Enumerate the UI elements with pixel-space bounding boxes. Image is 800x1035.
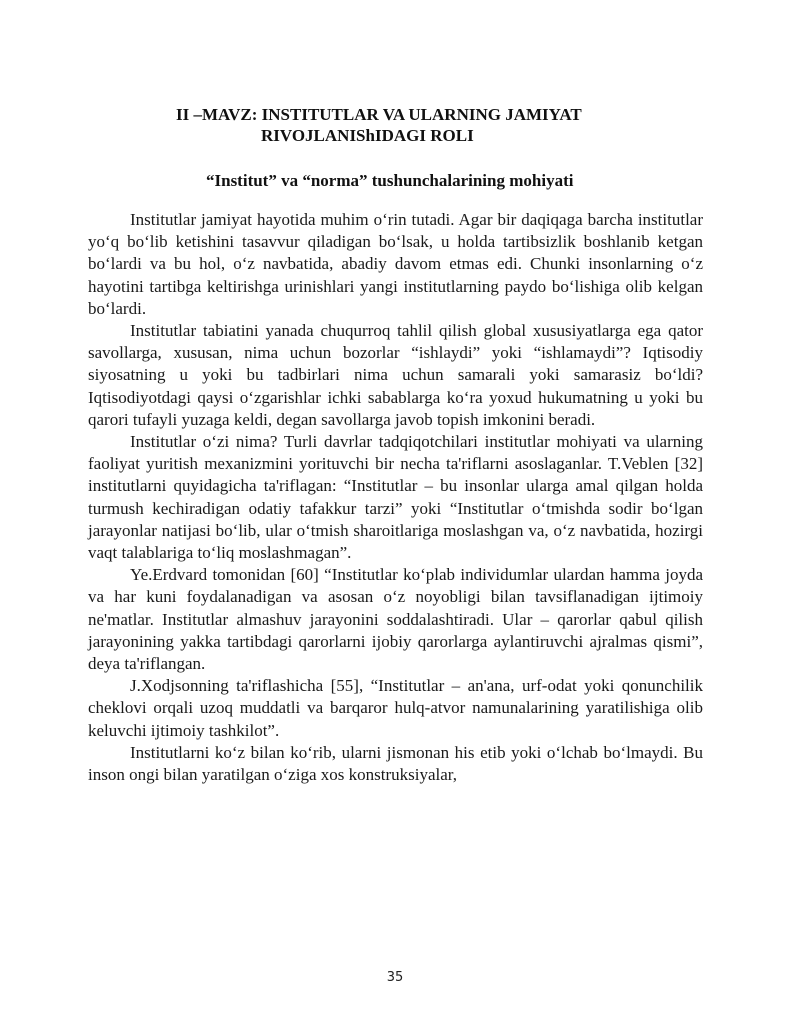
chapter-title-line-2: RIVOJLANIShIDAGI ROLI	[261, 126, 474, 145]
section-title: “Institut” va “norma” tushunchalarining mohiyati	[206, 171, 574, 190]
paragraph: J.Xodjsonning ta'riflashicha [55], “Institutlar – an'ana, urf-odat yoki qonunchilik cheklovi orqali uzoq muddatli va barqaror hulq-atvor namunalarining yaratilishiga olib keluvchi ijtimoiy tashkilot”.	[88, 676, 703, 740]
paragraph: Institutlar tabiatini yanada chuqurroq tahlil qilish global xususiyatlarga ega qator savollarga, xususan, nima uchun bozorlar “ishlaydi” yoki “ishlamaydi”? Iqtisodiy siyosatning u yoki bu tadbirlari nima uchun samarali yoki samarasiz boʻldi? Iqtisodiyotdagi qaysi oʻzgarishlar ichki sabablarga koʻra yoxud hukumatning u yoki bu qarori tufayli yuzaga keldi, degan savollarga javob topish imkonini beradi.	[88, 321, 703, 429]
chapter-title-line-1: II –MAVZ: INSTITUTLAR VA ULARNING JAMIYAT	[176, 105, 582, 124]
body-text	[88, 209, 703, 786]
paragraph: Institutlar jamiyat hayotida muhim oʻrin tutadi. Agar bir daqiqaga barcha institutlar yoʻq boʻlib ketishini tasavvur qiladigan boʻlsak, u holda tartibsizlik boshlanib ketgan boʻlardi va bu hol, oʻz navbatida, abadiy davom etmas edi. Chunki insonlarning oʻz hayotini tartibga keltirishga urinishlari yangi institutlarning paydo boʻlishiga olib kelgan boʻlardi.	[88, 210, 703, 318]
page-number: 35	[386, 970, 404, 985]
chapter-title	[176, 104, 736, 146]
paragraph: Institutlarni koʻz bilan koʻrib, ularni jismonan his etib yoki oʻlchab boʻlmaydi. Bu inson ongi bilan yaratilgan oʻziga xos konstruksiyalar,	[88, 742, 703, 785]
paragraph: Ye.Erdvard tomonidan [60] “Institutlar koʻplab individumlar ulardan hamma joyda va har kuni foydalanadigan va asosan oʻz noyobligi bilan tavsiflanadigan ijtimoiy ne'matlar. Institutlar almashuv jarayonini soddalashtiradi. Ular – qarorlar qabul qilish jarayonining yakka tartibdagi qarorlarni ijobiy qarorlarga aylantiruvchi ajralmas qismi”, deya ta'riflangan.	[88, 565, 703, 674]
paragraph: Institutlar oʻzi nima? Turli davrlar tadqiqotchilari institutlar mohiyati va ularning faoliyat yuritish mexanizmini yorituvchi bir necha ta'riflarni asoslaganlar. T.Veblen [32] institutlarni quyidagicha ta'riflagan: “Institutlar – bu insonlar ularga amal qilgan holda turmush kechiradigan odatiy tafakkur tarzi” yoki “Institutlar oʻtmishda sodir boʻlgan jarayonlar natijasi boʻlib, ular oʻtmish sharoitlariga moslashgan va, oʻz navbatida, hozirgi vaqt talablariga toʻliq moslashmagan”.	[88, 432, 703, 563]
